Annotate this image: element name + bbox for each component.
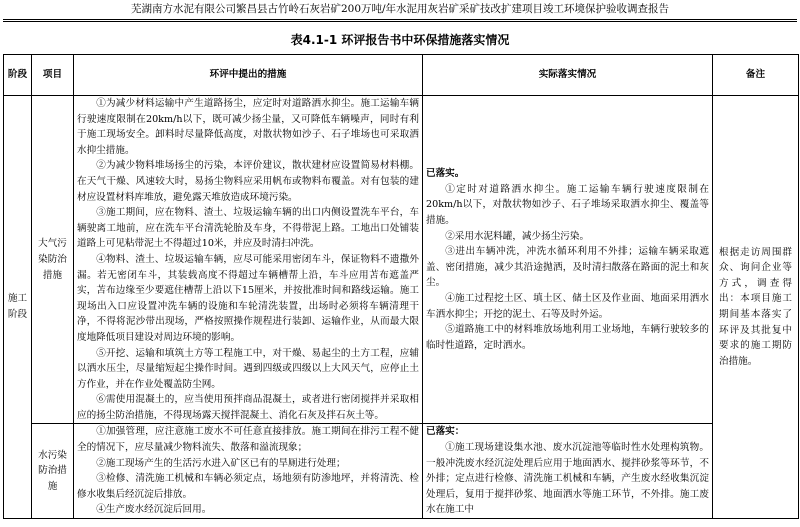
actual-text: ①定时对道路洒水抑尘。施工运输车辆行驶速度限制在20km/h以下，对散状物如沙子、石子堆场采取洒水抑尘、覆盖等措施。: [426, 183, 709, 226]
actual-cell: [423, 424, 713, 519]
measure-text: ①为减少材料运输中产生道路扬尘，应定时对道路洒水抑尘。施工运输车辆行驶速度限制在20km/h以下，既可减少扬尘量，又可降低车辆噪声，同时有利于施工现场安全。卸料时尽量降低高度，对散状物如沙子、石子堆场也可采取洒水抑尘措施。: [77, 98, 419, 156]
col-measures: 环评中提出的措施: [74, 55, 423, 96]
col-actual: 实际落实情况: [423, 55, 713, 96]
col-stage: 阶段: [4, 55, 32, 96]
actual-text: ③进出车辆冲洗，冲洗水循环利用不外排；运输车辆采取遮盖、密闭措施，减少其沿途抛洒，及时清扫散落在路面的泥土和灰尘。: [426, 246, 709, 289]
measure-text: ④物料、渣土、垃圾运输车辆，应尽可能采用密闭车斗，保证物料不遗撒外漏。若无密闭车斗，其装载高度不得超过车辆槽帮上沿，车斗应用苫布遮盖严实，苫布边缘至少要遮住槽帮上沿以下15厘米，并按批准时间和路线运输。施工现场出入口应设置冲洗车辆的设施和车轮清洗装置，出场时必须将车辆清理干净，不得将泥沙带出现场，严格按照操作规程进行装卸、运输作业，从而最大限度地降低项目建设对周边环境的影响。: [77, 253, 419, 343]
measure-text: ④生产废水经沉淀后回用。: [96, 504, 212, 516]
measure-text: ⑤开挖、运输和填筑土方等工程施工中，对干燥、易起尘的土方工程，应辅以洒水压尘，尽量缩短起尘操作时间。遇到四级或四级以上大风天气，应停止土方作业，并在作业处覆盖防尘网。: [77, 347, 419, 390]
measures-table: [3, 54, 799, 519]
actual-text: ①施工现场建设集水池、废水沉淀池等临时性水处理构筑物。一般冲洗废水经沉淀处理后应用于地面洒水、搅拌砂浆等环节，不外排；定点进行检修、清洗施工机械和车辆，产生废水经收集沉淀处理后，复用于搅拌砂浆、地面洒水等施工环节，不外排。施工废水在施工中: [426, 442, 709, 516]
actual-text: ⑤道路施工中的材料堆放场地利用工业场地，车辆行驶较多的临时性道路，定时洒水。: [426, 324, 709, 351]
measure-text: ②施工现场产生的生活污水进入矿区已有的旱厕进行处理；: [96, 457, 346, 469]
measure-text: ②为减少物料堆场扬尘的污染，本评价建议，散状建材应设置简易材料棚。在天气干燥、风速较大时，易扬尘物料应采用帆布或物料布覆盖。对有包装的建材应设置材料库堆放，避免露天堆放造成环境污染。: [77, 160, 419, 203]
item-cell: 大气污染防治措施: [32, 96, 74, 424]
measure-text: ③检修、清洗施工机械和车辆必须定点，场地须有防渗地坪，并将清洗、检修水收集后经沉淀后排放。: [77, 473, 419, 500]
col-remark: 备注: [713, 55, 799, 96]
table-row: [4, 96, 799, 424]
measures-cell: [74, 96, 423, 424]
table-header-row: [4, 55, 799, 96]
measure-text: ③施工期间，应在物料、渣土、垃圾运输车辆的出口内侧设置洗车平台，车辆驶离工地前，应在洗车平台清洗轮胎及车身，不得带泥上路。工地出口处铺装道路上可见粘带泥土不得超过10米，并应及时清扫冲洗。: [77, 207, 419, 250]
measure-text: ①加强管理，应注意施工废水不可任意直接排放。施工期间在排污工程不健全的情况下，应尽量减少物料流失、散落和溢流现象；: [77, 426, 419, 454]
stage-cell: 施工阶段: [4, 96, 32, 519]
table-row: [4, 424, 799, 519]
measure-text: ⑥需使用混凝土的，应当使用预拌商品混凝土，或者进行密闭搅拌并采取相应的扬尘防治措施，不得现场露天搅拌混凝土、消化石灰及拌石灰土等。: [77, 394, 419, 421]
report-header: 芜湖南方水泥有限公司繁昌县古竹岭石灰岩矿200万吨/年水泥用灰岩矿采矿技改扩建项目竣工环境保护验收调查报告: [130, 3, 670, 15]
actual-text: ②采用水泥料罐，减少扬尘污染。: [445, 230, 590, 242]
item-cell: 水污染防治措施: [32, 424, 74, 519]
actual-text: ④施工过程挖土区、填土区、储土区及作业面、地面采用洒水车洒水抑尘；开挖的泥土、石等及时外运。: [426, 292, 709, 320]
actual-status: 已落实：: [426, 426, 465, 438]
header-rule: [3, 19, 797, 22]
actual-status: 已落实。: [426, 168, 465, 180]
col-item: 项目: [32, 55, 74, 96]
table-title: 表4.1-1 环评报告书中环保措施落实情况: [290, 33, 510, 47]
remark-cell: 根据走访周围群众、询问企业等方式，调查得出：本项目施工期间基本落实了环评及其批复中要求的施工期防治措施。: [713, 96, 799, 519]
measures-cell: [74, 424, 423, 519]
actual-cell: [423, 96, 713, 424]
